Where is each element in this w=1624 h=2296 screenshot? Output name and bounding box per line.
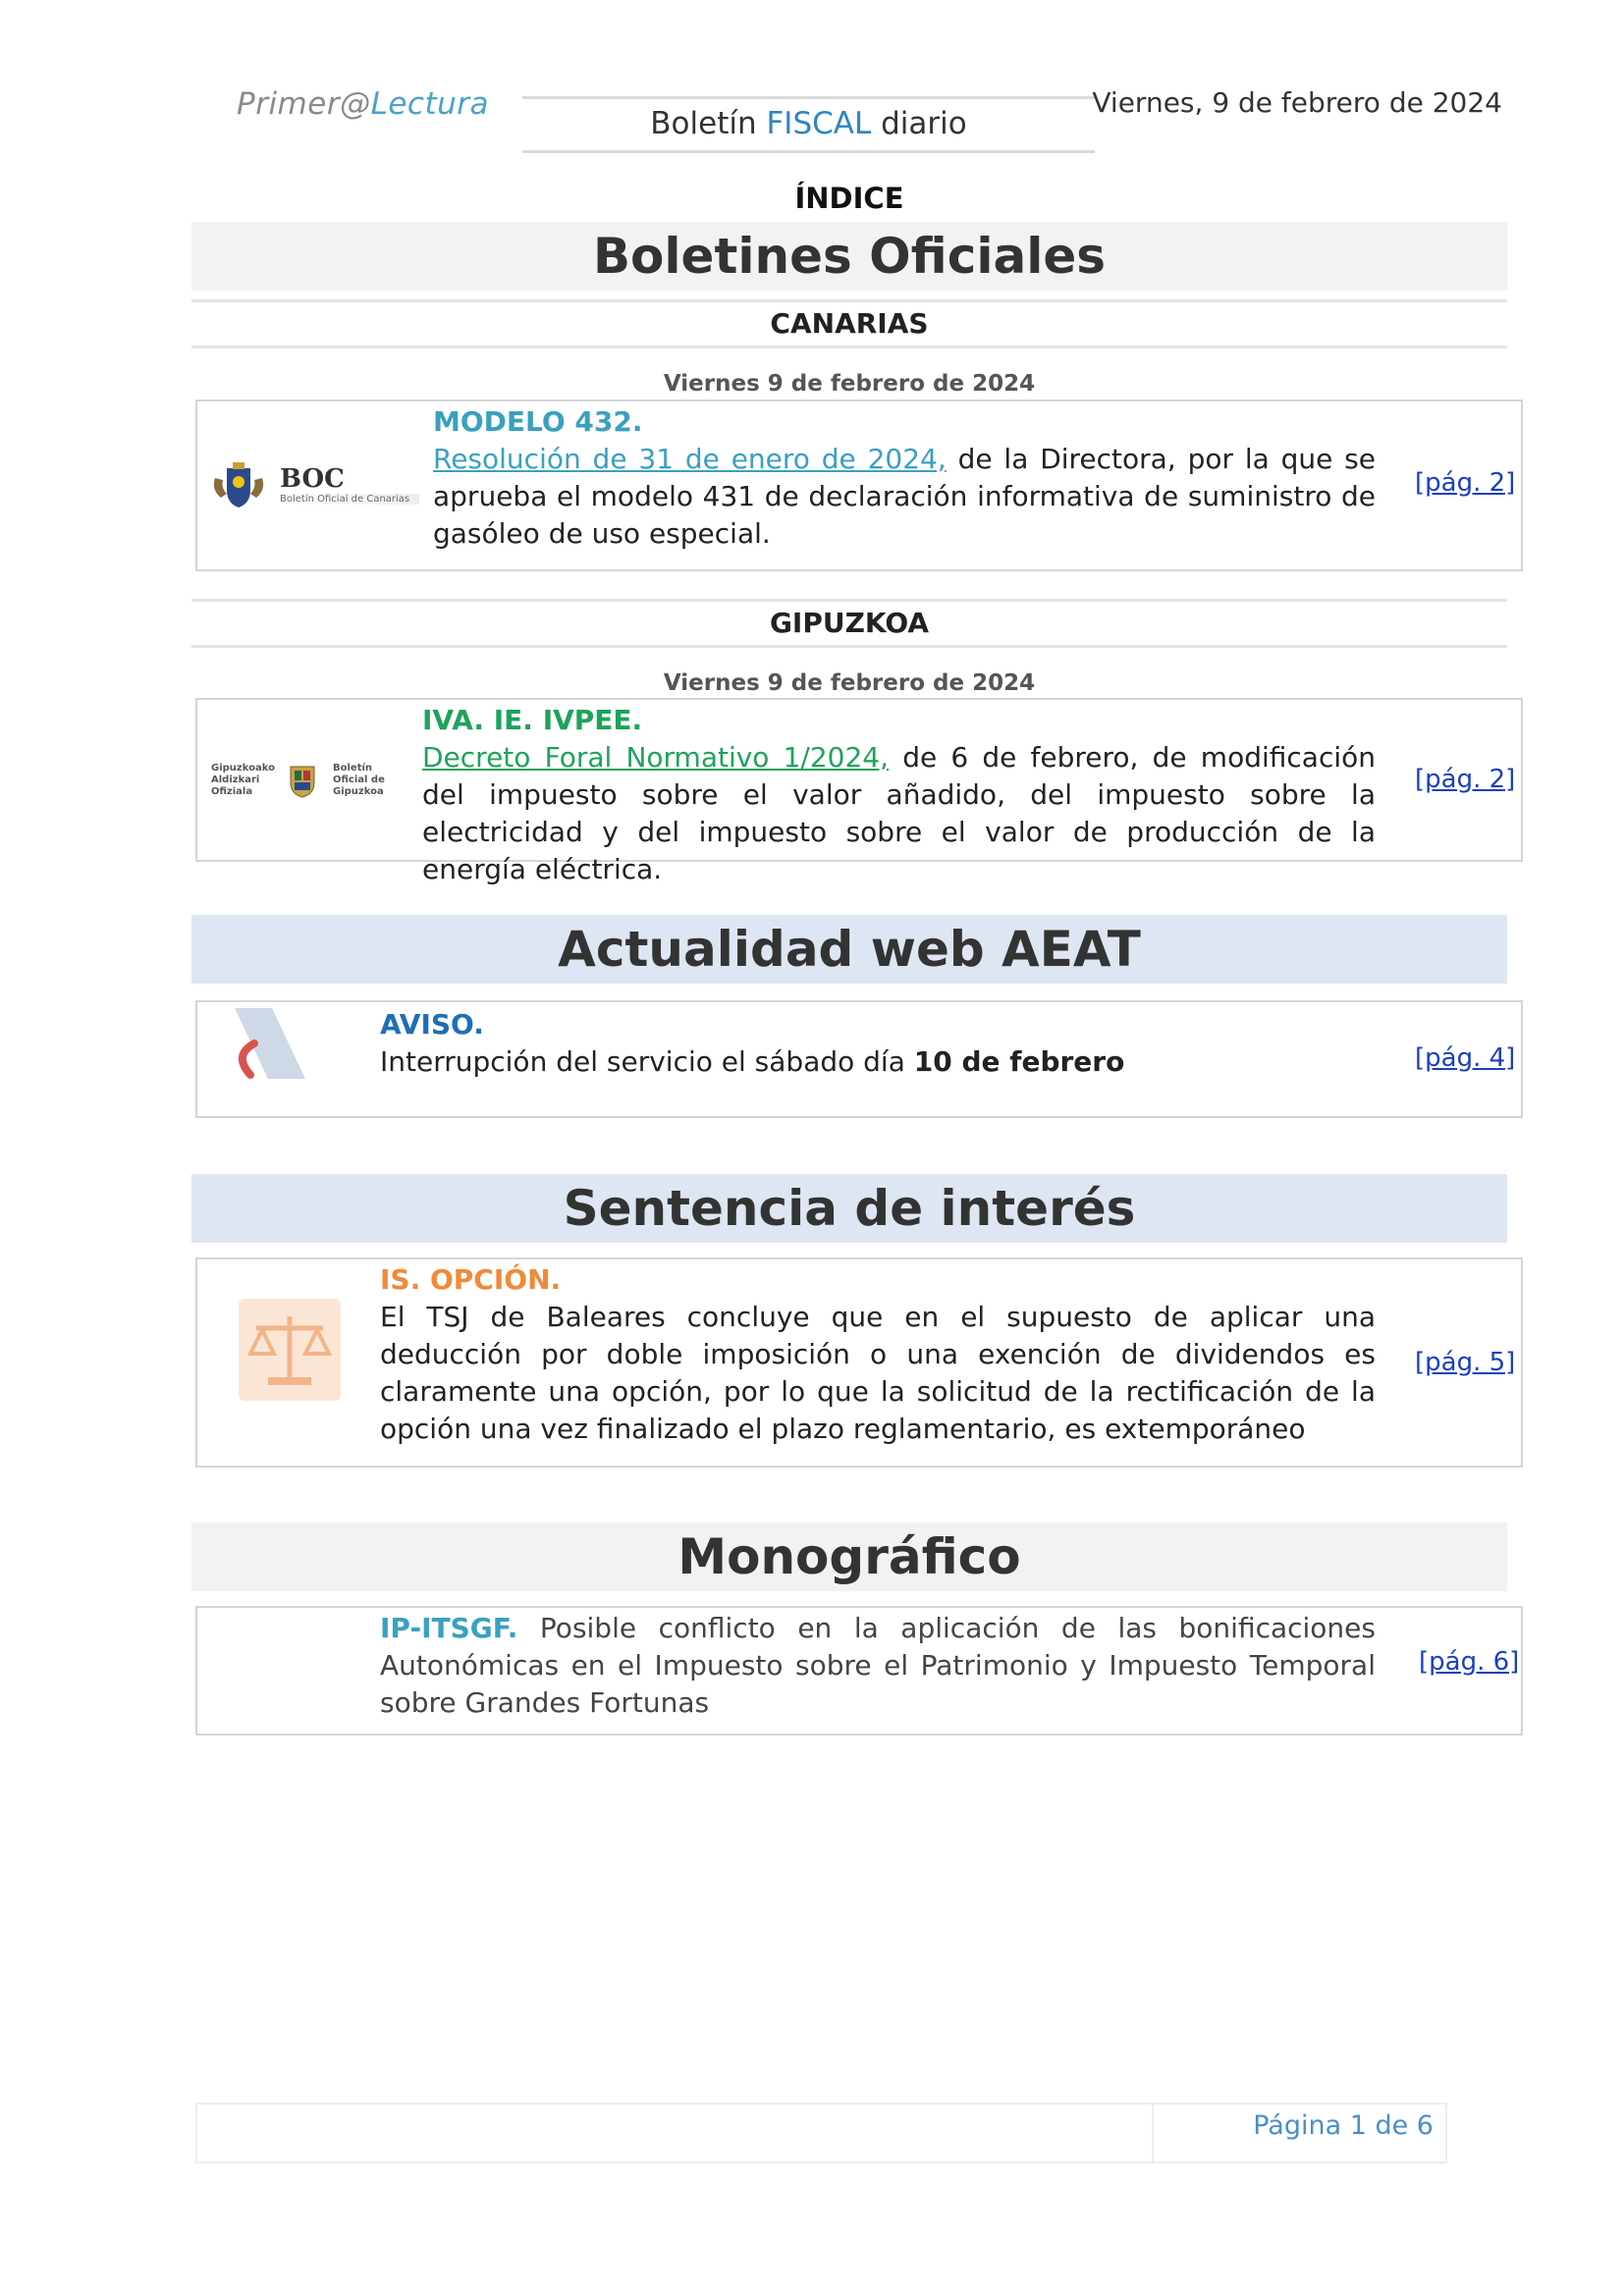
gipuzkoa-logo-left-1: Gipuzkoako [211, 763, 275, 774]
canarias-body-text: de la Directora, por la que se aprueba el modelo 431 de declaración informativa de suministro de gasóleo de uso especial. [433, 443, 1376, 550]
canarias-content [433, 403, 1376, 553]
aeat-content [380, 1006, 1381, 1081]
header-title-fiscal: FISCAL [766, 106, 872, 141]
sentencia-content [380, 1261, 1376, 1448]
sentencia-body: El TSJ de Baleares concluye que en el supuesto de aplicar una deducción por doble imposición o una exención de dividendos es claramente una opción, por lo que la solicitud de la rectificación de la opción una vez finalizado el plazo reglamentario, es extemporáneo [380, 1301, 1376, 1445]
canarias-resolution-link[interactable]: Resolución de 31 de enero de 2024, [433, 443, 947, 475]
aeat-body-date: 10 de febrero [913, 1045, 1125, 1078]
canarias-date: Viernes 9 de febrero de 2024 [663, 371, 1036, 397]
index-title: ÍNDICE [794, 182, 904, 215]
sentencia-tag: IS. OPCIÓN. [380, 1263, 562, 1296]
section-aeat-title: Actualidad web AEAT [191, 915, 1507, 984]
gipuzkoa-logo-right-3: Gipuzkoa [333, 786, 384, 797]
gipuzkoa-tag: IVA. IE. IVPEE. [422, 704, 643, 736]
aeat-page-link[interactable]: [pág. 4] [1415, 1043, 1516, 1073]
monografico-body-text: Posible conflicto en la aplicación de las bonificaciones Autonómicas en el Impuesto sobre el Patrimonio y Impuesto Temporal sobre Grandes Fortunas [380, 1612, 1376, 1719]
canarias-body [433, 441, 1376, 553]
gipuzkoa-page-link[interactable]: [pág. 2] [1415, 765, 1516, 794]
gipuzkoa-logo-right-2: Oficial de [333, 774, 385, 785]
brand-logo [237, 86, 489, 122]
gipuzkoa-logo-right-1: Boletín [333, 763, 373, 774]
canarias-shield-icon [209, 460, 268, 511]
canarias-page-link[interactable]: [pág. 2] [1415, 468, 1516, 498]
header-title [522, 106, 1095, 141]
scales-of-justice-icon [239, 1299, 341, 1401]
gipuzkoa-decree-link[interactable]: Decreto Foral Normativo 1/2024, [422, 741, 890, 774]
gipuzkoa-shield-icon [288, 763, 317, 798]
monografico-page-link[interactable]: [pág. 6] [1419, 1647, 1520, 1677]
gipuzkoa-logo-left-3: Ofiziala [211, 786, 253, 797]
monografico-tag: IP-ITSGF. [380, 1612, 518, 1644]
entry-sentencia [195, 1257, 1523, 1468]
gipuzkoa-content [422, 702, 1376, 888]
canarias-tag: MODELO 432. [433, 405, 643, 438]
gipuzkoa-logo [211, 763, 407, 802]
boc-logo-text: BOC [280, 464, 345, 494]
gipuzkoa-body-text: de 6 de febrero, de modificación del impuesto sobre el valor añadido, del impuesto sobre la electricidad y del impuesto sobre el valor de producción de la energía eléctrica. [422, 741, 1377, 885]
entry-monografico [195, 1606, 1523, 1735]
header-date: Viernes, 9 de febrero de 2024 [1092, 86, 1502, 119]
entry-canarias [195, 400, 1523, 571]
aeat-body [380, 1043, 1381, 1081]
brand-logo-part1: Primer@ [237, 86, 371, 122]
gipuzkoa-date: Viernes 9 de febrero de 2024 [663, 670, 1036, 696]
monografico-body [380, 1610, 1376, 1722]
region-canarias: CANARIAS [191, 299, 1507, 348]
entry-aeat [195, 1000, 1523, 1118]
aeat-tag: AVISO. [380, 1008, 484, 1041]
footer-divider [1152, 2103, 1154, 2163]
section-sentencia-title: Sentencia de interés [191, 1174, 1507, 1243]
aeat-logo-icon [225, 1004, 313, 1083]
gipuzkoa-logo-left-2: Aldizkari [211, 774, 260, 785]
header-title-pre: Boletín [650, 106, 767, 141]
brand-logo-part2: Lectura [370, 86, 490, 122]
entry-gipuzkoa [195, 698, 1523, 885]
gipuzkoa-logo-left [211, 763, 275, 798]
header-title-post: diario [871, 106, 967, 141]
footer-page-number: Página 1 de 6 [1253, 2110, 1434, 2141]
region-gipuzkoa: GIPUZKOA [191, 599, 1507, 648]
sentencia-page-link[interactable]: [pág. 5] [1415, 1348, 1516, 1377]
aeat-body-text: Interrupción del servicio el sábado día [380, 1045, 914, 1078]
section-monografico-title: Monográfico [191, 1522, 1507, 1591]
boc-logo-subtitle: Boletín Oficial de Canarias [280, 494, 419, 505]
section-boletines-title: Boletines Oficiales [191, 222, 1507, 291]
gipuzkoa-logo-right [333, 763, 385, 798]
gipuzkoa-body [422, 739, 1376, 888]
